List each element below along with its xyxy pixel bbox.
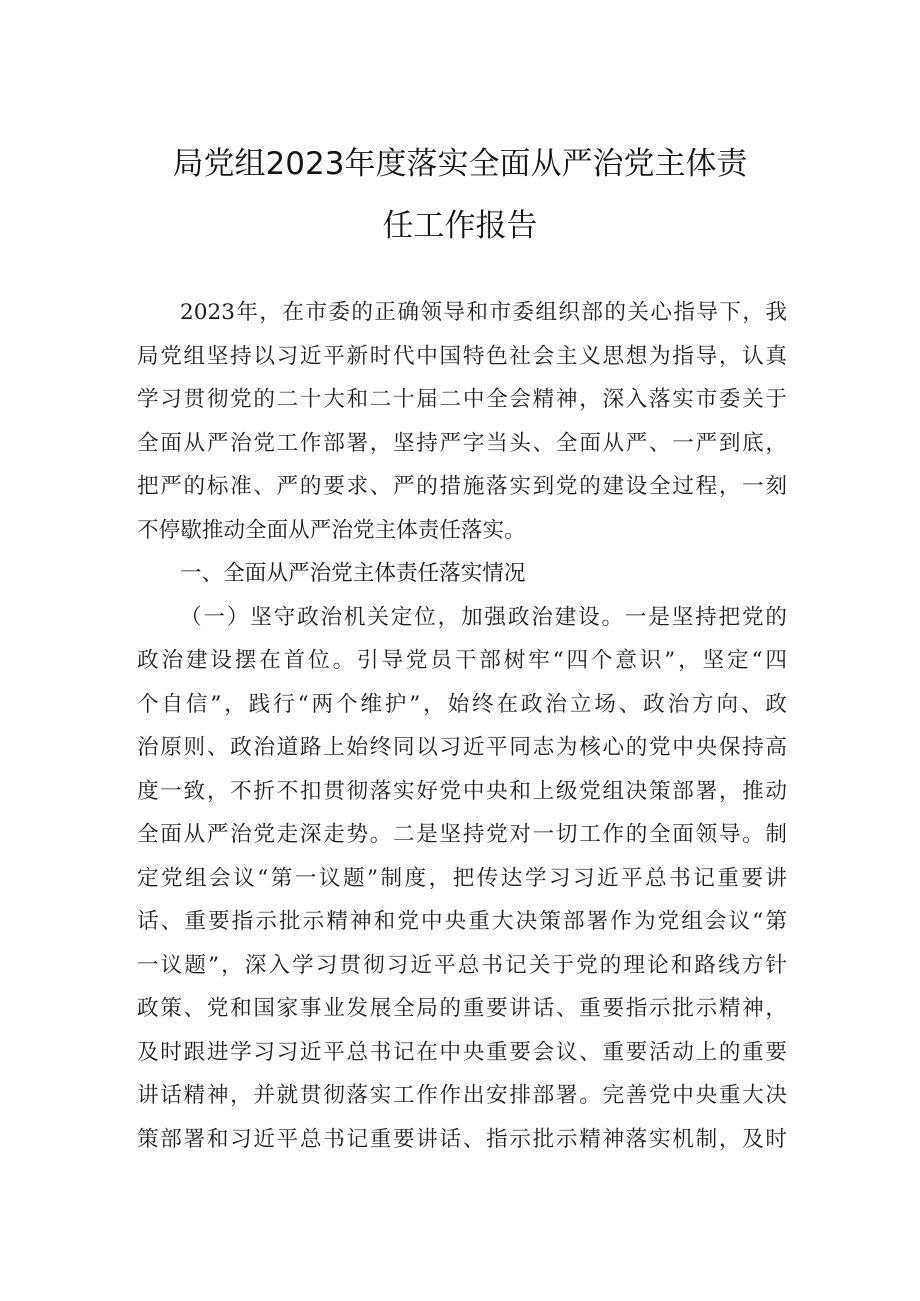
intro-paragraph-line: 学习贯彻党的二十大和二十届二中全会精神，深入落实市委关于 bbox=[137, 387, 787, 412]
document-title-line-2: 任工作报告 bbox=[382, 208, 538, 244]
section-heading: 一、全面从严治党主体责任落实情况 bbox=[180, 561, 526, 586]
intro-paragraph-line: 不停歇推动全面从严治党主体责任落实。 bbox=[137, 517, 526, 543]
section-paragraph-line: 讲话精神，并就贯彻落实工作作出安排部署。完善党中央重大决 bbox=[137, 1083, 787, 1108]
section-paragraph-line: 个自信”，践行“两个维护”，始终在政治立场、政治方向、政 bbox=[137, 691, 787, 717]
section-paragraph-line: 话、重要指示批示精神和党中央重大决策部署作为党组会议“第 bbox=[137, 909, 787, 934]
section-paragraph-line: 一议题”，深入学习贯彻习近平总书记关于党的理论和路线方针 bbox=[137, 952, 787, 978]
section-paragraph-line: （一）坚守政治机关定位，加强政治建设。一是坚持把党的 bbox=[180, 604, 787, 630]
intro-paragraph-line: 全面从严治党工作部署，坚持严字当头、全面从严、一严到底， bbox=[137, 430, 787, 456]
intro-paragraph-line: 把严的标准、严的要求、严的措施落实到党的建设全过程，一刻 bbox=[137, 474, 787, 499]
section-paragraph-line: 定党组会议“第一议题”制度，把传达学习习近平总书记重要讲 bbox=[137, 865, 787, 891]
section-paragraph-line: 度一致，不折不扣贯彻落实好党中央和上级党组决策部署，推动 bbox=[137, 778, 787, 804]
intro-paragraph-line: 2023年，在市委的正确领导和市委组织部的关心指导下，我 bbox=[180, 300, 787, 325]
section-paragraph-line: 策部署和习近平总书记重要讲话、指示批示精神落实机制，及时 bbox=[137, 1126, 787, 1152]
document-title-line-1: 局党组2023年度落实全面从严治党主体责 bbox=[172, 146, 748, 182]
section-paragraph-line: 政策、党和国家事业发展全局的重要讲话、重要指示批示精神， bbox=[137, 996, 787, 1021]
section-paragraph-line: 及时跟进学习习近平总书记在中央重要会议、重要活动上的重要 bbox=[137, 1039, 787, 1065]
section-paragraph-line: 政治建设摆在首位。引导党员干部树牢“四个意识”，坚定“四 bbox=[137, 648, 787, 673]
section-paragraph-line: 治原则、政治道路上始终同以习近平同志为核心的党中央保持高 bbox=[137, 735, 787, 760]
section-paragraph-line: 全面从严治党走深走势。二是坚持党对一切工作的全面领导。制 bbox=[137, 822, 787, 847]
intro-paragraph-line: 局党组坚持以习近平新时代中国特色社会主义思想为指导，认真 bbox=[137, 343, 787, 369]
